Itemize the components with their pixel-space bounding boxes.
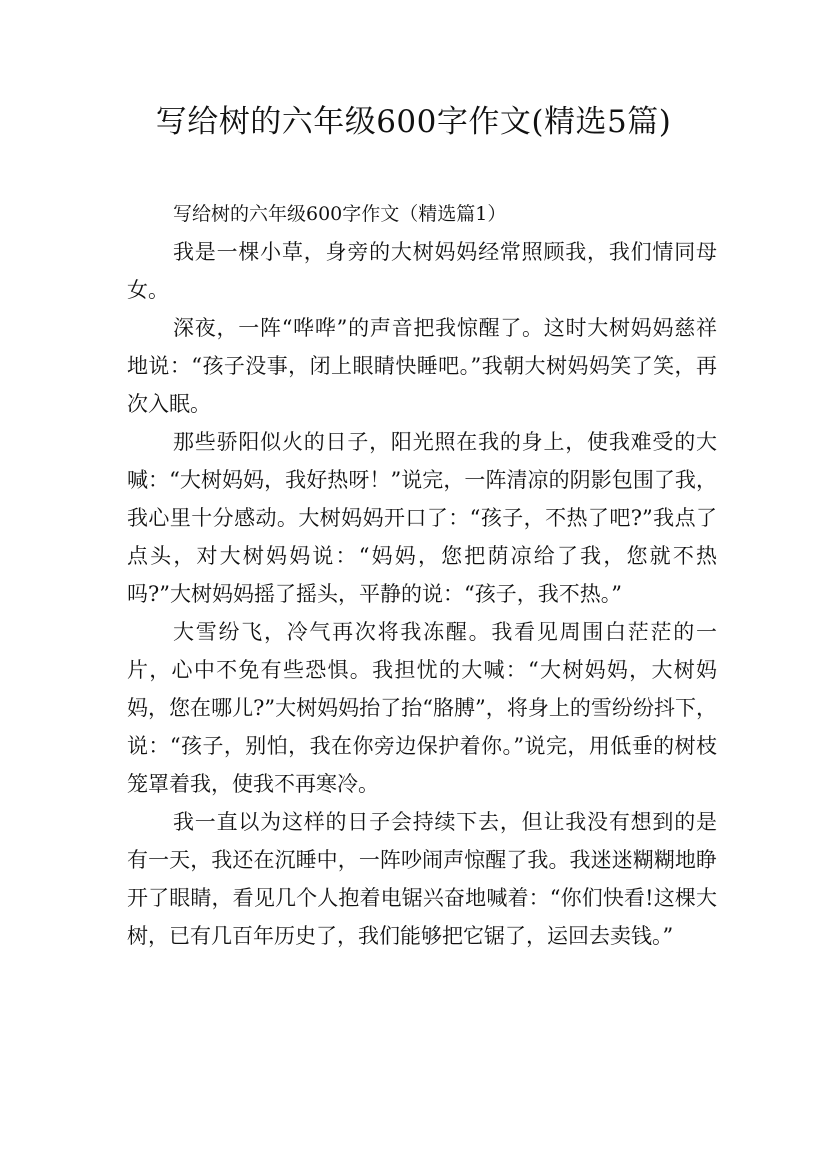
- document-title: 写给树的六年级600字作文(精选5篇): [155, 104, 672, 140]
- section-heading: 写给树的六年级600字作文（精选篇1）: [173, 203, 507, 225]
- paragraph-4: 大雪纷飞，冷气再次将我冻醒。我看见周围白茫茫的一片，心中不免有些恐惧。我担忧的大喊：“大树妈妈，大树妈妈，您在哪儿?”大树妈妈抬了抬“胳膊”，将身上的雪纷纷抖下，说：“孩子，别怕，我在你旁边保护着你。”说完，用低垂的树枝笼罩着我，使我不再寒冷。: [127, 620, 717, 796]
- paragraph-2: 深夜，一阵“哗哗”的声音把我惊醒了。这时大树妈妈慈祥地说：“孩子没事，闭上眼睛快睡吧。”我朝大树妈妈笑了笑，再次入眠。: [127, 316, 717, 416]
- paragraph-3: 那些骄阳似火的日子，阳光照在我的身上，使我难受的大喊：“大树妈妈，我好热呀！”说完，一阵清凉的阴影包围了我，我心里十分感动。大树妈妈开口了：“孩子，不热了吧?”我点了点头，对大树妈妈说：“妈妈，您把荫凉给了我，您就不热吗?”大树妈妈摇了摇头，平静的说：“孩子，我不热。”: [127, 430, 717, 606]
- essay-body: [127, 195, 717, 955]
- paragraph-5: 我一直以为这样的日子会持续下去，但让我没有想到的是有一天，我还在沉睡中，一阵吵闹声惊醒了我。我迷迷糊糊地睁开了眼睛，看见几个人抱着电锯兴奋地喊着：“你们快看!这棵大树，已有几百年历史了，我们能够把它锯了，运回去卖钱。”: [127, 810, 717, 948]
- paragraph-1: 我是一棵小草，身旁的大树妈妈经常照顾我，我们情同母女。: [127, 240, 717, 302]
